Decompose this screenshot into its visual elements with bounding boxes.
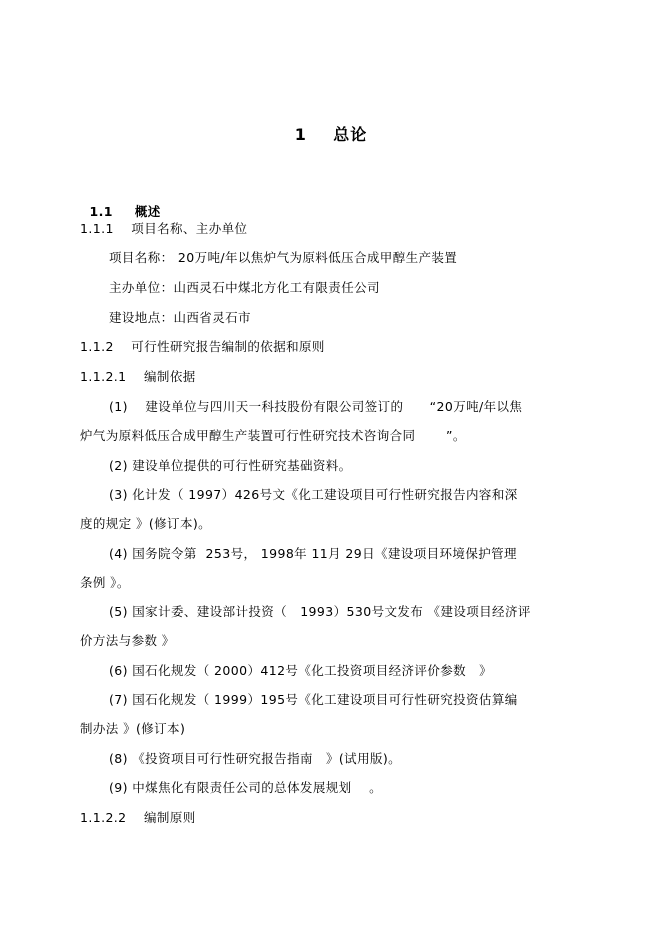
basis-item-9: (9) 中煤焦化有限责任公司的总体发展规划 。 <box>109 780 382 795</box>
basis-item-5-line-2: 价方法与参数 》 <box>80 633 175 648</box>
basis-item-8: (8) 《投资项目可行性研究报告指南 》(试用版)。 <box>109 751 402 766</box>
subsection-heading-1-1-2: 1.1.2 可行性研究报告编制的依据和原则 <box>80 339 325 354</box>
chapter-title: 1 总论 <box>294 125 368 144</box>
section-heading <box>80 193 161 218</box>
section-number: 1.1 <box>89 203 113 219</box>
project-name-line: 项目名称： 20万吨/年以焦炉气为原料低压合成甲醇生产装置 <box>109 250 458 265</box>
section-title: 概述 <box>134 203 161 219</box>
basis-item-1-line-1: (1) 建设单位与四川天一科技股份有限公司签订的 “20万吨/年以焦 <box>109 399 523 414</box>
basis-item-5-line-1: (5) 国家计委、建设部计投资（ 1993）530号文发布 《建设项目经济评 <box>109 604 531 619</box>
basis-item-4-line-1: (4) 国务院令第 253号， 1998年 11月 29日《建设项目环境保护管理 <box>109 546 517 561</box>
subsection-heading-1-1-1: 1.1.1 项目名称、主办单位 <box>80 221 248 236</box>
subsection-heading-1-1-2-1: 1.1.2.1 编制依据 <box>80 369 196 384</box>
sponsor-line: 主办单位：山西灵石中煤北方化工有限责任公司 <box>109 280 380 295</box>
basis-item-6: (6) 国石化规发（ 2000）412号《化工投资项目经济评价参数 》 <box>109 663 493 678</box>
subsection-heading-1-1-2-2: 1.1.2.2 编制原则 <box>80 810 196 825</box>
location-line: 建设地点：山西省灵石市 <box>109 310 251 325</box>
basis-item-2: (2) 建设单位提供的可行性研究基础资料。 <box>109 458 352 473</box>
basis-item-7-line-1: (7) 国石化规发（ 1999）195号《化工建设项目可行性研究投资估算编 <box>109 692 518 707</box>
basis-item-1-line-2: 炉气为原料低压合成甲醇生产装置可行性研究技术咨询合同 ”。 <box>80 428 466 443</box>
basis-item-3-line-1: (3) 化计发（ 1997）426号文《化工建设项目可行性研究报告内容和深 <box>109 487 518 502</box>
basis-item-7-line-2: 制办法 》(修订本) <box>80 721 186 736</box>
basis-item-4-line-2: 条例 》。 <box>80 575 130 590</box>
basis-item-3-line-2: 度的规定 》(修订本)。 <box>80 516 212 531</box>
